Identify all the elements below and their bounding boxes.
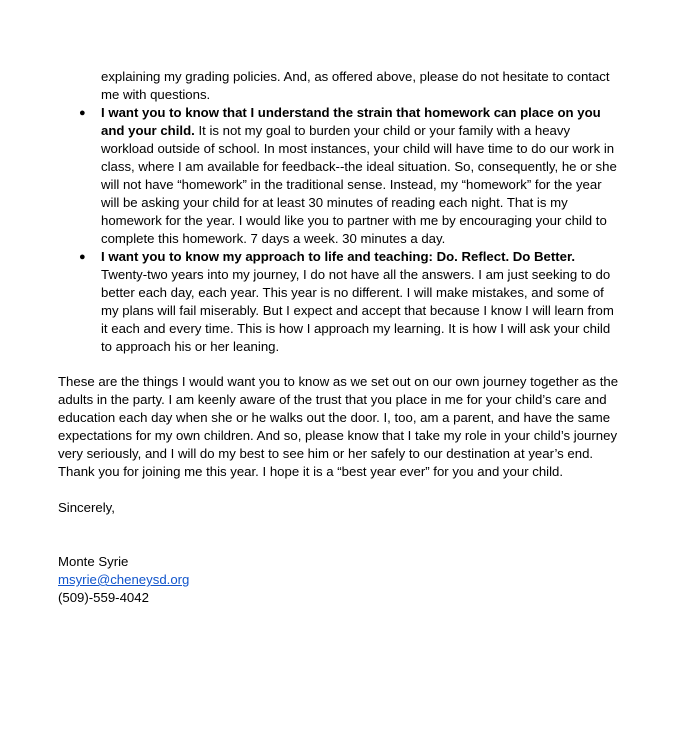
email-link[interactable]: msyrie@cheneysd.org	[58, 572, 190, 587]
list-item-approach	[79, 248, 621, 356]
list-item-text	[101, 104, 621, 248]
bullet-list	[79, 68, 621, 356]
list-item-body: Twenty-two years into my journey, I do not have all the answers. I am just seeking to do better each day, each year. This year is no different. I will make mistakes, and some of my plans will fail miserably. But I expect and accept that because I know I will learn from it each and every time. This is how I approach my learning. It is how I will ask your child to approach his or her leaning.	[101, 267, 614, 354]
signature-phone: (509)-559-4042	[58, 590, 149, 605]
closing-paragraph: These are the things I would want you to know as we set out on our own journey together as the adults in the party. I am keenly aware of the trust that you place in me for your child’s care and education each day when she or he walks out the door. I, too, am a parent, and have the same expectations for my own children. And so, please know that I take my role in your child’s journey very seriously, and I will do my best to see him or her safely to our destination at year’s end. Thank you for joining me this year. I hope it is a “best year ever” for you and your child.	[58, 374, 619, 479]
bullet-icon: ●	[79, 251, 86, 263]
continued-paragraph: explaining my grading policies. And, as offered above, please do not hesitate to contact me with questions.	[101, 69, 610, 102]
list-item-text	[101, 248, 621, 356]
list-item-heading: I want you to know my approach to life and teaching: Do. Reflect. Do Better.	[101, 249, 576, 264]
closing-section	[58, 373, 628, 481]
bullet-icon: ●	[79, 107, 86, 119]
list-item-homework	[79, 104, 621, 248]
sign-off: Sincerely,	[58, 500, 115, 515]
signature-block	[58, 553, 189, 607]
list-item-body: It is not my goal to burden your child or your family with a heavy workload outside of school. In most instances, your child will have time to do our work in class, where I am available for feedback--the ideal situation. So, consequently, he or she will not have “homework” in the traditional sense. Instead, my “homework” for the year will be asking your child for at least 30 minutes of reading each night. That is my homework for the year. I would like you to partner with me by encouraging your child to complete this homework. 7 days a week. 30 minutes a day.	[101, 123, 617, 246]
list-item-heading: I want you to know that I understand the strain that homework can place on you and your child.	[101, 105, 601, 138]
signature-name: Monte Syrie	[58, 554, 129, 569]
